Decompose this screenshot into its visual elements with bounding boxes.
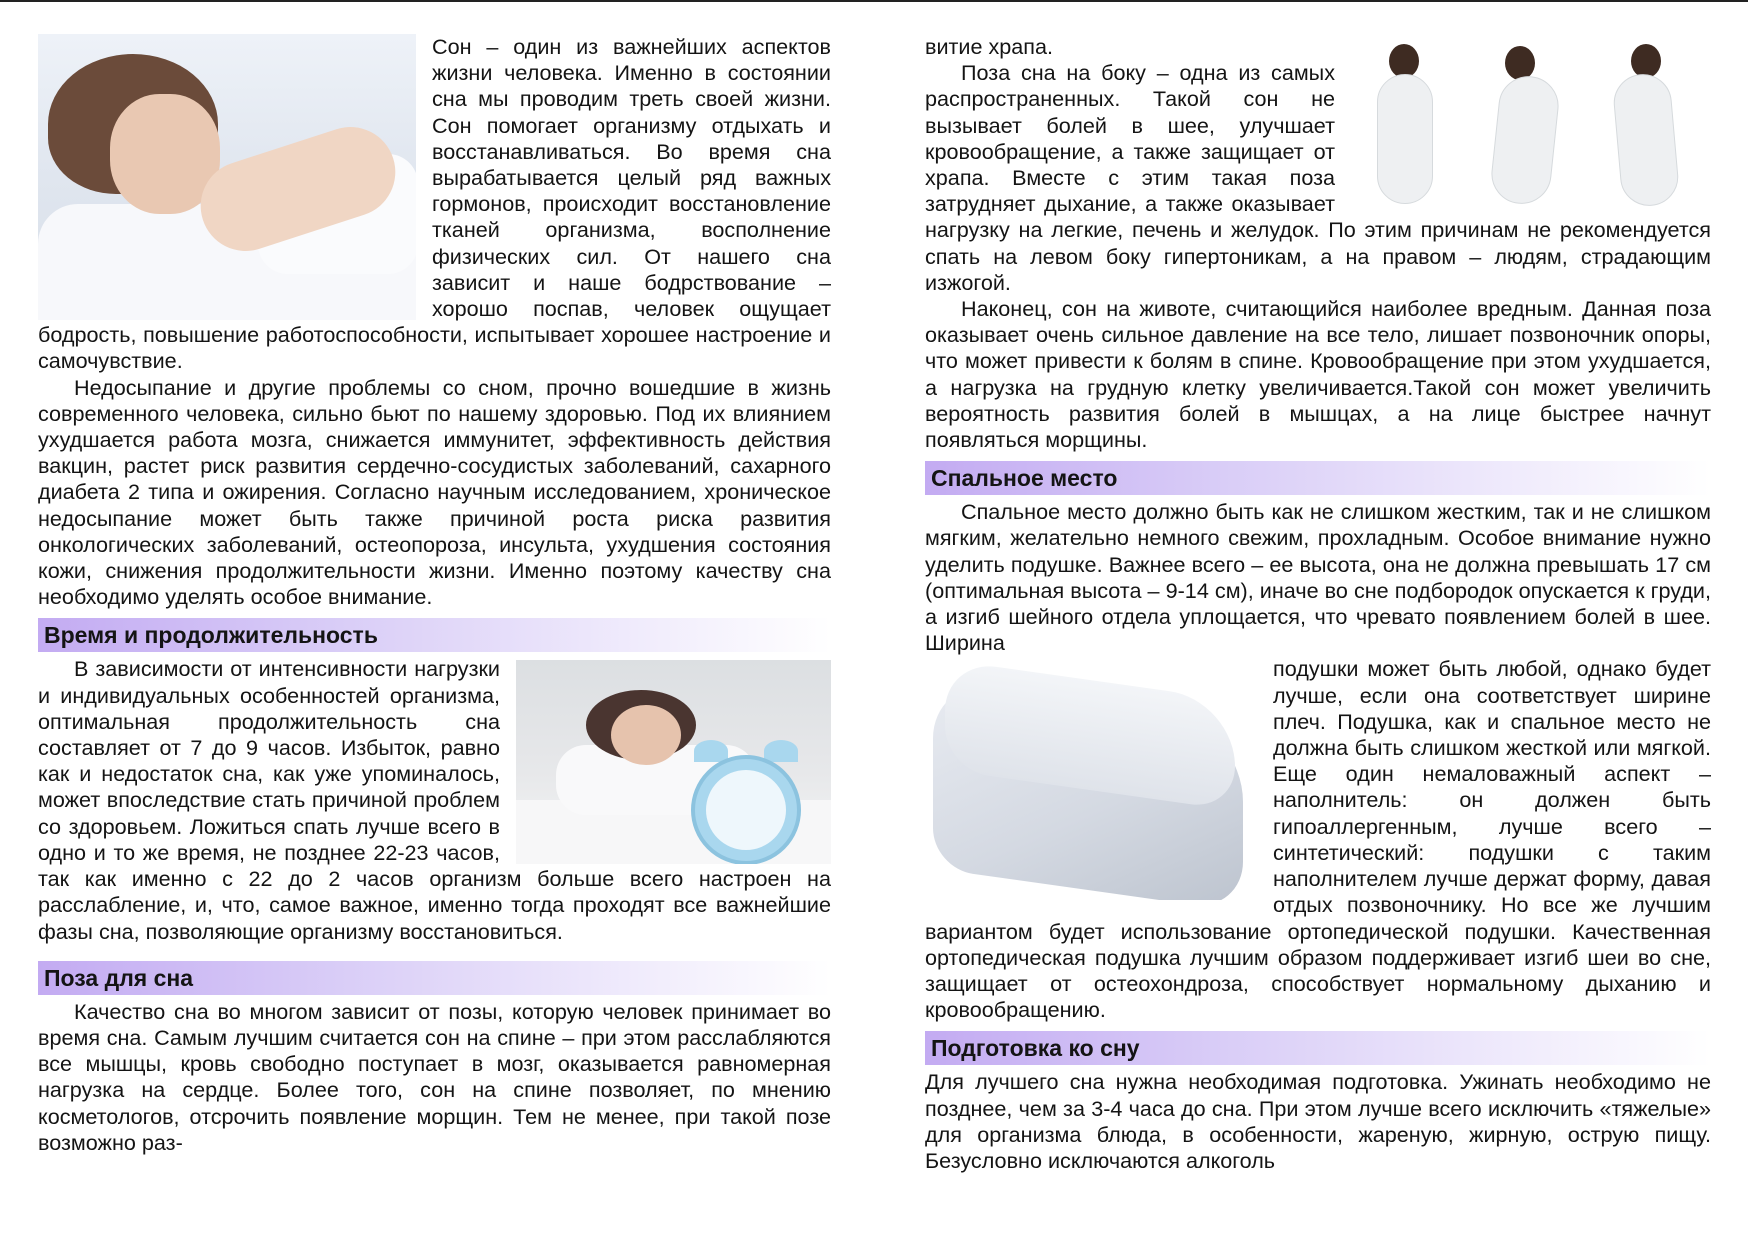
snoring-continuation: витие храпа.	[925, 34, 1054, 59]
orthopedic-pillow-photo	[925, 660, 1257, 900]
heading-bed: Спальное место	[925, 461, 1711, 495]
intro-paragraph: Сон – один из важнейших аспектов жизни человека. Именно в состоянии сна мы проводим треть своей жизни. Сон помогает организму отдыхать и восстанавливаться. Во время сна вырабатывается целый ряд важных гормонов, происходит восстановление тканей организма, восполнение физических сил. От нашего сна зависит и наше бодрствование – хорошо поспав, человек ощущает бодрость, повышение работоспособности, испытывает хорошее настроение и самочувствие.	[38, 34, 831, 374]
left-column	[38, 34, 831, 1156]
duration-paragraph: В зависимости от интенсивности нагрузки и индивидуальных особенностей организма, оптимальная продолжительность сна составляет от 7 до 9 часов. Избыток, равно как и недостаток сна, как уже упоминалось, может впоследствие стать причиной проблем со здоровьем. Ложиться спать лучше всего в одно и то же время, не позднее 22-23 часов, так как именно с 22 до 2 часов организм больше всего настроен на расслабление, и, что, самое важное, именно тогда проходят все важнейшие фазы сна, позволяющие организму восстановиться.	[38, 656, 831, 944]
pose-paragraph: Качество сна во многом зависит от позы, которую человек принимает во время сна. Самым лучшим считается сон на спине – при этом расслабляются все мышцы, кровь свободно поступает в мозг, оказывается равномерная нагрузка на сердце. Более того, сон на спине позволяет, по мнению косметологов, отсрочить появление морщин. Тем не менее, при такой позе возможно раз-	[38, 998, 831, 1155]
heading-prep: Подготовка ко сну	[925, 1031, 1711, 1065]
woman-sleeping-photo	[38, 34, 416, 320]
bed-paragraph-2: подушки может быть любой, однако будет лучше, если она соответствует ширине плеч. Подушка, как и спальное место не должна быть слишком жесткой или мягкой. Еще один немаловажный аспект – наполнитель: он должен быть гипоаллергенным, лучше всего – синтетический: подушки с таким наполнителем лучше держат форму, давая отдых позвоночнику. Но все же лучшим вариантом будет использование ортопедической подушки. Качественная ортопедическая подушка лучшим образом поддерживает изгиб шеи во сне, защищает от остеохондроза, способствует нормальному дыханию и кровообращению.	[925, 656, 1711, 1023]
heading-duration: Время и продолжительность	[38, 618, 831, 652]
right-column	[925, 34, 1711, 1174]
alarm-clock-photo	[516, 660, 831, 864]
stomach-pose-paragraph: Наконец, сон на животе, считающийся наиболее вредным. Данная поза оказывает очень сильное давление на все тело, лишает позвоночник опоры, что может привести к болям в спине. Кровообращение при этом ухудшается, а нагрузка на грудную клетку увеличивается.Такой сон может увеличить вероятность развития болей в мышцах, а на лице быстрее начнут появляться морщины.	[925, 296, 1711, 453]
prep-paragraph: Для лучшего сна нужна необходимая подготовка. Ужинать необходимо не позднее, чем за 3-4 часа до сна. При этом лучше всего исключить «тяжелые» для организма блюда, в особенности, жареную, жирную, острую пищу. Безусловно исключаются алкоголь	[925, 1069, 1711, 1173]
heading-pose: Поза для сна	[38, 961, 831, 995]
sleep-poses-photo	[1351, 36, 1711, 213]
sleep-deprivation-paragraph: Недосыпание и другие проблемы со сном, прочно вошедшие в жизнь современного человека, сильно бьют по нашему здоровью. Под их влиянием ухудшается работа мозга, снижается иммунитет, эффективность действия вакцин, растет риск развития сердечно-сосудистых заболеваний, сахарного диабета 2 типа и ожирения. Согласно научным исследованием, хроническое недосыпание может быть также причиной роста риска развития онкологических заболеваний, остеопороза, инсульта, ухудшения состояния кожи, снижения продолжительности жизни. Именно поэтому качеству сна необходимо уделять особое внимание.	[38, 374, 831, 610]
bed-paragraph-1: Спальное место должно быть как не слишком жестким, так и не слишком мягким, желательно немного свежим, прохладным. Особое внимание нужно уделить подушке. Важнее всего – ее высота, она не должна превышать 17 см (оптимальная высота – 9-14 см), иначе во сне подбородок опускается к груди, а изгиб шейного отдела уплощается, что чревато появлением болей в шее. Ширина	[925, 499, 1711, 656]
page-top-border	[0, 0, 1748, 2]
side-pose-paragraph: Поза сна на боку – одна из самых распространенных. Такой сон не вызывает болей в шее, улучшает кровообращение, а также защищает от храпа. Вместе с этим такая поза затрудняет дыхание, а также оказывает нагрузку на легкие, печень и желудок. По этим причинам не рекомендуется спать на левом боку гипертоникам, а на правом – людям, страдающим изжогой.	[925, 60, 1711, 295]
